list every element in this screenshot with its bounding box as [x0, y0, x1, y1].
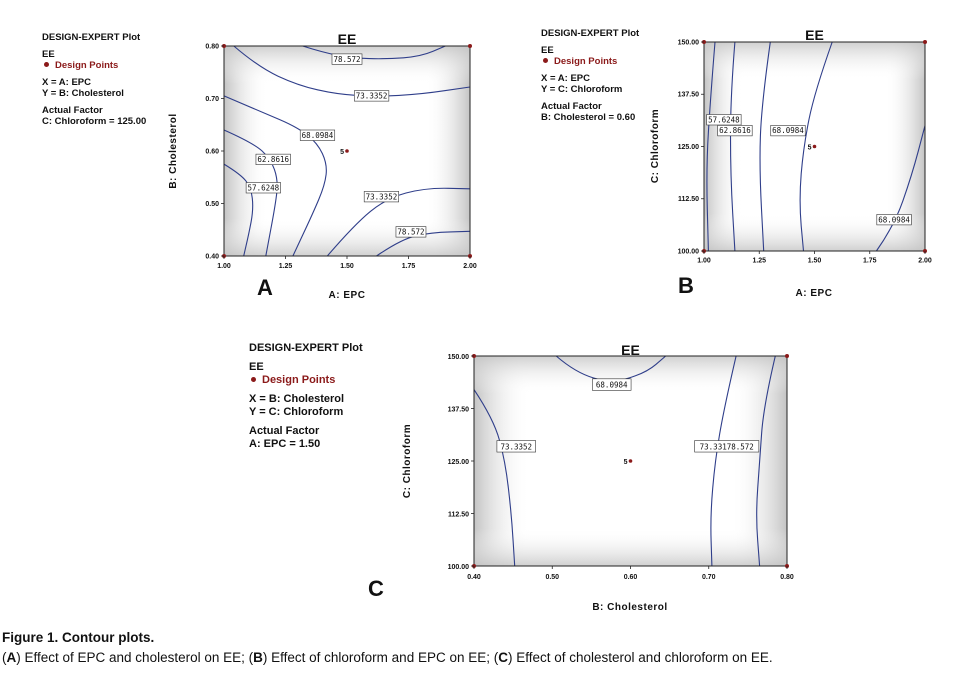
x-axis-title: B: Cholesterol — [592, 602, 668, 613]
legend-x-factor: X = B: Cholesterol — [249, 393, 345, 405]
plot-title: EE — [337, 31, 357, 47]
contour-plot-b — [650, 27, 932, 299]
y-tick-label: 100.00 — [447, 563, 469, 571]
contour-label: 62.8616 — [719, 126, 751, 136]
y-tick-label: 0.80 — [205, 43, 219, 51]
y-tick-label: 112.50 — [677, 196, 699, 204]
design-point — [813, 145, 817, 149]
y-tick-label: 0.60 — [205, 148, 219, 156]
caption-part: ) Effect of EPC and cholesterol on EE; ( — [16, 650, 254, 665]
x-tick-label: 1.75 — [862, 257, 877, 265]
legend-plot-name: DESIGN-EXPERT Plot — [42, 32, 141, 43]
x-axis-title: A: EPC — [328, 290, 366, 301]
contour-label: 73.33178.572 — [699, 442, 754, 452]
x-tick-label: 1.25 — [752, 257, 767, 265]
design-point — [345, 149, 349, 153]
design-point-count: 5 — [623, 459, 628, 466]
y-tick-label: 137.50 — [677, 91, 699, 99]
corner-design-point — [923, 40, 927, 44]
caption-part: ) Effect of chloroform and EPC on EE; ( — [262, 650, 499, 665]
contour-label: 73.3352 — [365, 192, 398, 202]
legend-design-points: Design Points — [55, 60, 119, 71]
contour-label: 73.3352 — [500, 442, 533, 452]
figure-caption-title: Figure 1. Contour plots. — [2, 630, 155, 645]
y-tick-label: 0.50 — [205, 200, 219, 208]
legend-design-points: Design Points — [262, 374, 336, 386]
legend-response: EE — [541, 45, 554, 56]
y-tick-label: 0.40 — [205, 253, 219, 261]
x-tick-label: 1.25 — [278, 263, 293, 270]
y-tick-label: 112.50 — [447, 511, 469, 519]
plot-title: EE — [805, 27, 824, 43]
legend-x-factor: X = A: EPC — [541, 73, 591, 84]
contour-label: 62.8616 — [257, 155, 290, 165]
corner-design-point — [785, 354, 789, 358]
legend-y-factor: Y = B: Cholesterol — [42, 88, 124, 99]
x-tick-label: 1.00 — [697, 257, 711, 265]
y-tick-label: 150.00 — [447, 353, 469, 361]
x-axis-title: A: EPC — [795, 288, 833, 299]
contour-label: 78.572 — [397, 227, 425, 237]
legend-factor-value: B: Cholesterol = 0.60 — [541, 112, 636, 123]
y-axis-title: C: Chloroform — [402, 423, 413, 499]
x-tick-label: 0.50 — [545, 574, 560, 581]
y-tick-label: 150.00 — [677, 39, 699, 47]
legend-factor-value: C: Chloroform = 125.00 — [42, 116, 147, 127]
contour-label: 68.0984 — [772, 126, 804, 136]
x-tick-label: 0.60 — [623, 574, 638, 581]
panel-letter: A — [257, 275, 273, 300]
caption-part: B — [253, 650, 263, 665]
contour-plot-a — [168, 31, 477, 301]
x-tick-label: 0.80 — [780, 574, 794, 581]
caption-part: C — [498, 650, 508, 665]
y-axis-title: B: Cholesterol — [168, 113, 179, 189]
y-tick-label: 100.00 — [677, 248, 699, 256]
contour-label: 57.6248 — [708, 115, 740, 125]
x-tick-label: 1.00 — [217, 263, 231, 270]
panel-letter: B — [678, 273, 694, 298]
figure-caption-body — [2, 650, 773, 665]
legend-actual-factor: Actual Factor — [541, 101, 602, 112]
x-tick-label: 0.40 — [467, 574, 481, 581]
legend-response: EE — [42, 49, 55, 60]
y-tick-label: 125.00 — [447, 458, 469, 466]
corner-design-point — [468, 44, 472, 48]
x-tick-label: 1.50 — [807, 257, 822, 265]
y-axis-title: C: Chloroform — [650, 108, 661, 184]
caption-part: ) Effect of cholesterol and chloroform on EE. — [507, 650, 773, 665]
legend-actual-factor: Actual Factor — [42, 105, 103, 116]
panel-letter: C — [368, 576, 384, 601]
legend-design-points: Design Points — [554, 56, 618, 67]
legend-x-factor: X = A: EPC — [42, 77, 92, 88]
legend-y-factor: Y = C: Chloroform — [249, 406, 344, 418]
legend-actual-factor: Actual Factor — [249, 425, 320, 437]
legend-factor-value: A: EPC = 1.50 — [249, 438, 321, 450]
legend-plot-name: DESIGN-EXPERT Plot — [541, 28, 640, 39]
x-tick-label: 2.00 — [918, 257, 932, 265]
design-point-count: 5 — [807, 144, 812, 152]
contour-label: 68.0984 — [301, 130, 334, 140]
y-tick-label: 137.50 — [447, 406, 469, 414]
x-tick-label: 1.50 — [340, 263, 354, 270]
contour-label: 68.0984 — [595, 380, 628, 390]
contour-plot-c — [368, 342, 794, 613]
caption-part: A — [6, 650, 17, 665]
x-tick-label: 0.70 — [701, 574, 716, 581]
legend-plot-name: DESIGN-EXPERT Plot — [249, 342, 363, 354]
legend-y-factor: Y = C: Chloroform — [541, 84, 623, 95]
plot-title: EE — [621, 342, 640, 358]
contour-label: 73.3352 — [355, 91, 388, 101]
contour-label: 78.572 — [333, 54, 361, 64]
contour-label: 57.6248 — [247, 183, 280, 193]
legend-response: EE — [249, 361, 264, 373]
x-tick-label: 2.00 — [463, 263, 477, 270]
design-point-count: 5 — [340, 149, 344, 156]
caption-part: ( — [2, 650, 7, 665]
contour-label: 68.0984 — [878, 215, 910, 225]
y-tick-label: 125.00 — [677, 143, 699, 151]
x-tick-label: 1.75 — [401, 263, 416, 270]
design-point — [629, 459, 633, 463]
y-tick-label: 0.70 — [205, 95, 219, 103]
